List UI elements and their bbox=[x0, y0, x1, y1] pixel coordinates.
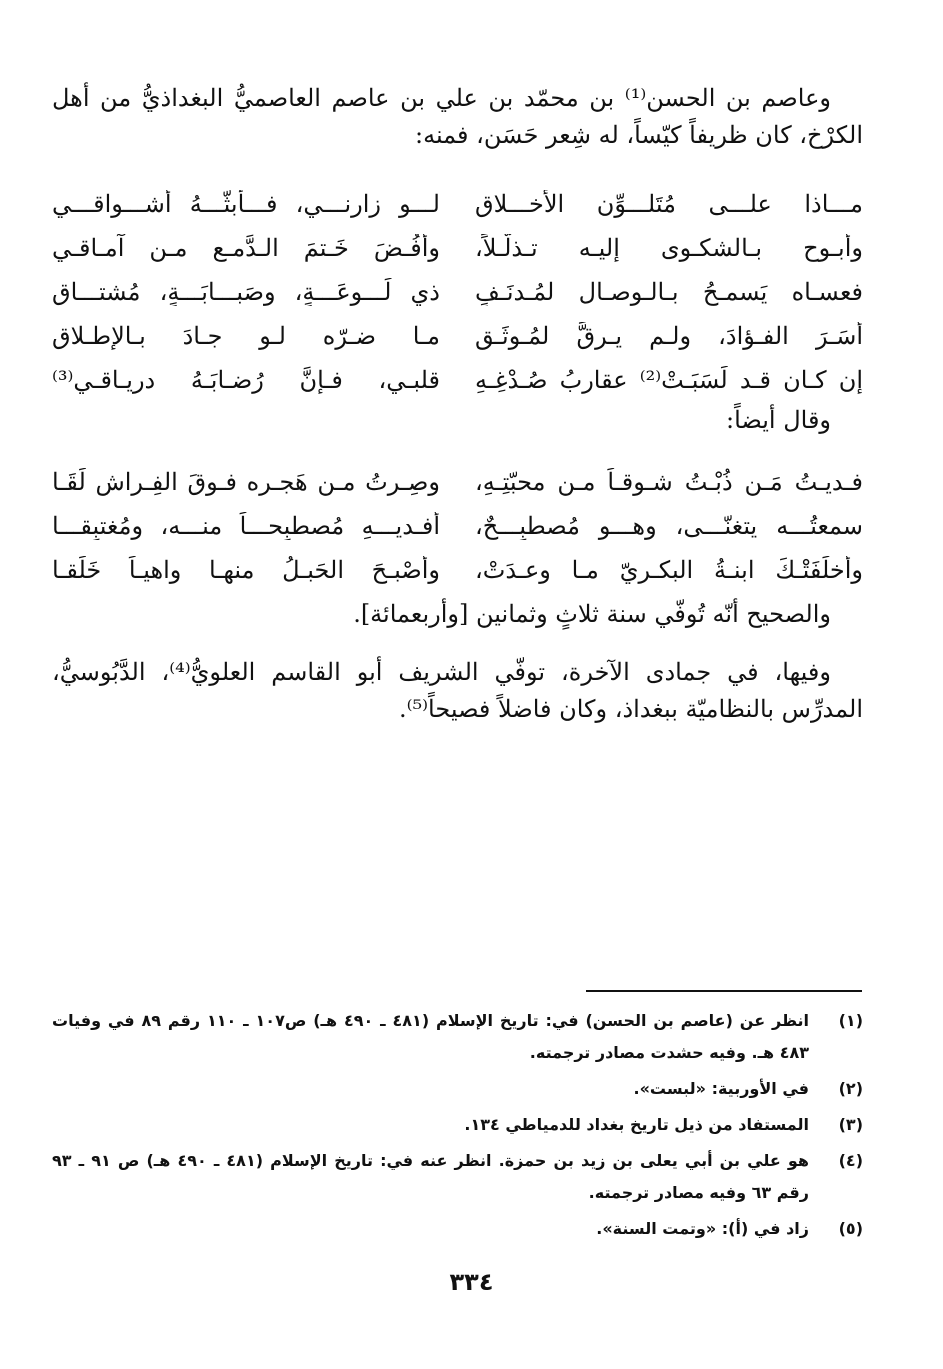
footnotes bbox=[52, 1005, 863, 1249]
footnote-marker: (١) bbox=[838, 1011, 863, 1030]
verse-first-hemistich: وأبـوح بـالشكـوى إليـه تـذلُّـلاً، bbox=[475, 234, 863, 262]
verse-second-hemistich: وصِـرتُ مـن هَجـرِه فـوقَ الفِـراش لَقَـا bbox=[52, 468, 440, 496]
paragraph-also-said: وقال أيضاً: bbox=[726, 406, 831, 434]
verse-second-hemistich: وأصْبـحَ الحَبـلُ منهـا واهيـاً خَلَقـا bbox=[52, 556, 440, 584]
footnote-marker: (٥) bbox=[838, 1219, 863, 1238]
verse-first-hemistich: فعسـاه يَسمـحُ بـالـوصـالِ لمُـدنَـفٍ bbox=[475, 278, 863, 306]
footnote-text: زاد في (أ): «وتمت السنة». bbox=[596, 1219, 809, 1238]
poem-verse bbox=[52, 182, 863, 226]
footnote-text: انظر عن (عاصم بن الحسن) في: تاريخ الإسلام (٤٨١ ـ ٤٩٠ هـ) ص١٠٧ ـ ١١٠ رقم ٨٩ في وفيات ٤٨٣ هـ. وفيه حشدت مصادر ترجمته. bbox=[52, 1011, 810, 1062]
footnote-text: المستفاد من ذيل تاريخ بغداد للدمياطي ١٣٤. bbox=[464, 1115, 809, 1134]
poem-verse bbox=[52, 548, 863, 592]
footnote-text: في الأوربية: «لبست». bbox=[633, 1079, 809, 1098]
verse-second-hemistich: مـا ضـرّه لـو جـادَ بـالإطـلاقِ bbox=[52, 322, 440, 350]
verse-second-hemistich: قلبـي، فـإنَّ رُضـابَـهُ دريـاقـي⁽³⁾ bbox=[52, 366, 440, 394]
footnote-item bbox=[52, 1073, 863, 1105]
verse-second-hemistich: لـــو زارنـــي، فـــأبثّـــهُ أشـــواقـــي bbox=[52, 190, 440, 218]
paragraph-death-year: والصحيح أنّه تُوفّي سنة ثلاثٍ وثمانين [وأربعمائة]. bbox=[353, 600, 831, 628]
footnote-marker: (٣) bbox=[838, 1115, 863, 1134]
verse-first-hemistich: فـديـتُ مَـن ذُبْـتُ شـوقـاً مـن محبّتِـهِ، bbox=[475, 468, 863, 496]
verse-first-hemistich: أسَـرَ الفـؤادَ، ولـم يـرِقَّ لمُـوثَـقٍ bbox=[475, 322, 863, 350]
footnote-separator bbox=[586, 990, 862, 992]
footnote-marker: (٤) bbox=[838, 1151, 863, 1170]
paragraph-asim-ibn-al-hasan: وعاصم بن الحسن⁽¹⁾ بن محمّد بن علي بن عاصم العاصميُّ البغداذيُّ من أهل الكرْخ، كان ظريفاً كيّساً، له شِعر حَسَن، فمنه: bbox=[52, 84, 863, 149]
paragraph-sharif-abu-al-qasim: وفيها، في جمادى الآخرة، توفّي الشريف أبو القاسم العلويُّ⁽⁴⁾، الدَّبُوسيُّ، المدرِّس بالنظاميّة ببغداذ، وكان فاضلاً فصيحاً⁽⁵⁾. bbox=[52, 658, 863, 723]
verse-first-hemistich: مـــاذا علـــى مُتَلـــوِّنِ الأخـــلاقِ bbox=[475, 190, 863, 218]
poem-verse bbox=[52, 226, 863, 270]
poem-second bbox=[52, 460, 863, 592]
footnote-item bbox=[52, 1109, 863, 1141]
verse-second-hemistich: ذي لَـــوعَـــةٍ، وصَبـــابَـــةٍ، مُشتـــاقِ bbox=[52, 278, 440, 306]
page-number: ٣٣٤ bbox=[449, 1268, 494, 1296]
footnote-item bbox=[52, 1213, 863, 1245]
poem-first bbox=[52, 182, 863, 402]
verse-first-hemistich: سمعتُـــه يتغنّـــى، وهـــو مُصطبِـــحٌ، bbox=[475, 512, 863, 540]
poem-verse bbox=[52, 314, 863, 358]
verse-second-hemistich: أفـديـــهِ مُصطبِحـــاً منـــه، ومُغتبِقـــا bbox=[52, 512, 440, 540]
poem-verse bbox=[52, 504, 863, 548]
verse-second-hemistich: وأفُـضَ خَـتمَ الـدَّمـع مـن آمـاقـي bbox=[52, 234, 440, 262]
verse-first-hemistich: وأخلَفَتْـكَ ابنـةُ البكـريّ مـا وعـدَتْ، bbox=[475, 556, 863, 584]
poem-verse bbox=[52, 460, 863, 504]
footnote-item bbox=[52, 1005, 863, 1069]
footnote-text: هو علي بن أبي يعلى بن زيد بن حمزة. انظر عنه في: تاريخ الإسلام (٤٨١ ـ ٤٩٠ هـ) ص ٩١ ـ ٩٣ رقم ٦٣ وفيه مصادر ترجمته. bbox=[52, 1151, 810, 1202]
footnote-item bbox=[52, 1145, 863, 1209]
poem-verse bbox=[52, 358, 863, 402]
poem-verse bbox=[52, 270, 863, 314]
footnote-marker: (٢) bbox=[838, 1079, 863, 1098]
verse-first-hemistich: إن كـان قـد لَسَبَـتْ⁽²⁾ عقاربُ صُـدْغِـهِ bbox=[475, 366, 863, 394]
